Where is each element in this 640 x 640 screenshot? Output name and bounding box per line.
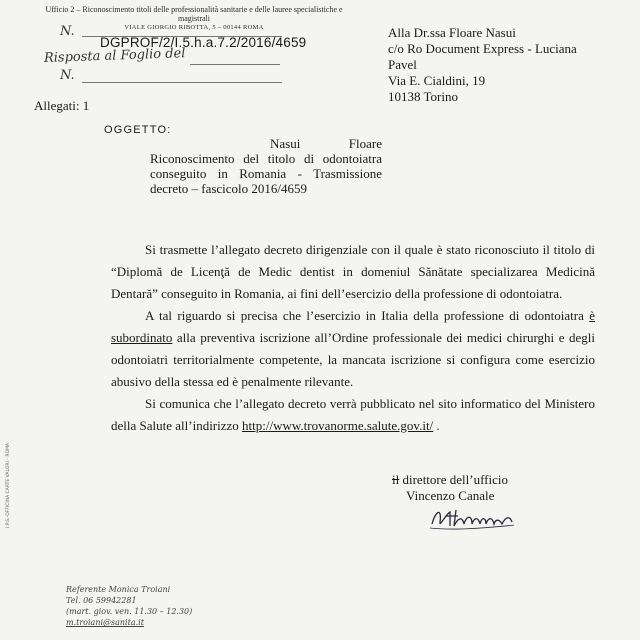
- subject-label: OGGETTO:: [104, 124, 172, 136]
- attachments-count: Allegati: 1: [34, 98, 90, 113]
- office-line: Ufficio 2 – Riconoscimento titoli delle professionalità sanitarie e delle lauree specialistiche e magistrali: [45, 5, 343, 23]
- website-link[interactable]: http://www.trovanorme.salute.gov.it/: [242, 418, 434, 433]
- signoff-name: Vincenzo Canale: [406, 488, 495, 503]
- paragraph-1: Si trasmette l’allegato decreto dirigenziale con il quale è stato riconosciuto il titolo di “Diplomă de Licenţă de Medic dentist in domeniul Sănătate specializarea Medicină Dentară” conseguito in Romania, ai fini dell’esercizio della professione di odontoiatra.: [111, 242, 595, 301]
- handwritten-signature: [428, 504, 518, 539]
- paragraph-2-text: A tal riguardo si precisa che l’esercizio in Italia della professione di odontoiatra: [145, 308, 590, 323]
- reply-label: Risposta al Foglio del: [43, 46, 186, 66]
- paragraph-3-text: Si comunica che l’allegato decreto verrà pubblicato nel sito informatico del Ministero della Salute all’indirizzo: [111, 396, 595, 433]
- subject-block: [150, 136, 382, 196]
- recipient-line: 10138 Torino: [388, 89, 458, 104]
- subject-name: [150, 136, 382, 151]
- protocol-n2-label: N.: [60, 68, 75, 83]
- paragraph-3: [111, 393, 595, 437]
- subject-text: Riconoscimento del titolo di odontoiatra conseguito in Romania - Trasmissione decreto – fascicolo 2016/4659: [150, 151, 382, 196]
- signoff-role: [392, 472, 508, 488]
- printer-margin-text: I.P.S.-OFFICINA CARTE VALORI - ROMA: [6, 443, 11, 528]
- recipient-line: Via E. Cialdini, 19: [388, 73, 486, 88]
- paragraph-2-text-end: alla preventiva iscrizione all’Ordine professionale dei medici chirurghi e degli odontoiatri territorialmente competente, la mancata iscrizione si configura come esercizio abusivo della stessa ed è penalmente rilevante.: [111, 330, 595, 389]
- footer-line: Tel. 06 59942281: [66, 596, 137, 605]
- subject-firstname: Floare: [348, 136, 382, 151]
- signoff-block: [392, 472, 508, 504]
- footer-email[interactable]: m.troiani@sanita.it: [66, 618, 144, 627]
- n2-underline: [82, 82, 282, 83]
- letter-body: [111, 239, 595, 437]
- paragraph-3-text-end: .: [433, 418, 440, 433]
- paragraph-2: [111, 305, 595, 393]
- signoff-role-text: direttore dell’ufficio: [399, 472, 509, 487]
- protocol-n-label: N.: [60, 24, 75, 39]
- recipient-line: Pavel: [388, 57, 417, 72]
- office-address: VIALE GIORGIO RIBOTTA, 5 – 00144 ROMA: [124, 24, 264, 31]
- signoff-role-prefix: il: [392, 472, 400, 487]
- paragraph-2-underlined: è subordinato: [111, 308, 595, 345]
- footer-line: (mart. giov. ven. 11.30 – 12.30): [66, 607, 193, 616]
- recipient-line: c/o Ro Document Express - Luciana: [388, 41, 577, 56]
- footer-line: Referente Monica Troiani: [66, 585, 171, 594]
- protocol-number: DGPROF/2/I.5.h.a.7.2/2016/4659: [100, 35, 307, 50]
- subject-surname: Nasui: [270, 136, 301, 151]
- letterhead: [44, 0, 344, 32]
- reply-underline: [190, 64, 280, 65]
- contact-footer: [66, 584, 192, 628]
- recipient-address: [388, 25, 618, 105]
- recipient-line: Alla Dr.ssa Floare Nasui: [388, 25, 516, 40]
